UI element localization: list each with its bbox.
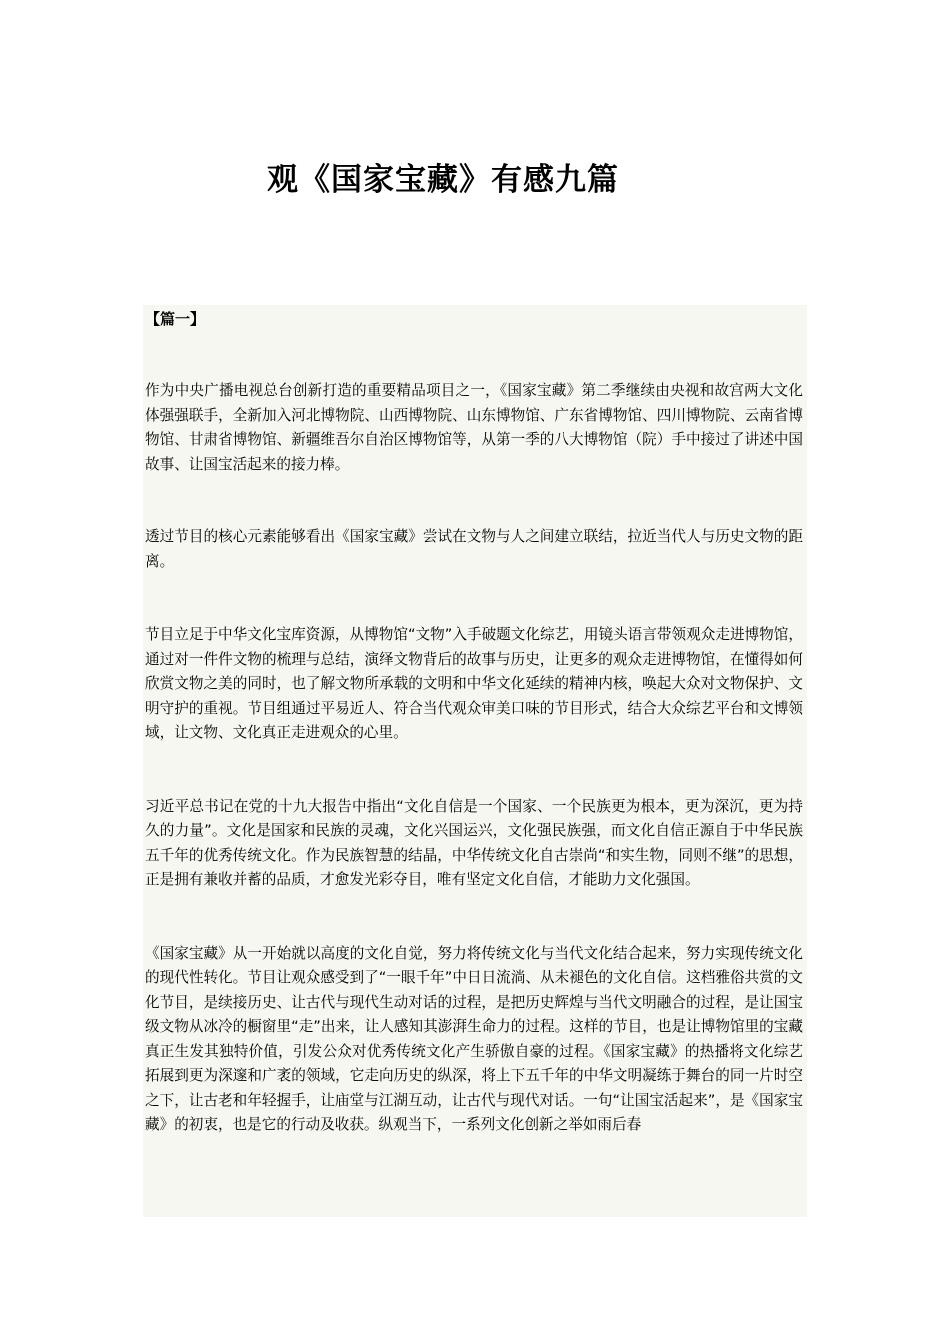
page-title: 观《国家宝藏》有感九篇 [267,162,619,198]
paragraph-4: 习近平总书记在党的十九大报告中指出“文化自信是一个国家、一个民族更为根本，更为深沉，更为持久的力量”。文化是国家和民族的灵魂，文化兴国运兴，文化强民族强，而文化自信正源自于中华民族五千年的优秀传统文化。作为民族智慧的结晶，中华传统文化自古崇尚“和实生物，同则不继”的思想，正是拥有兼收并蓄的品质，才愈发光彩夺目，唯有坚定文化自信，才能助力文化强国。 [145,797,803,888]
paragraph-3: 节目立足于中华文化宝库资源，从博物馆“文物”入手破题文化综艺，用镜头语言带领观众走进博物馆，通过对一件件文物的梳理与总结，演绎文物背后的故事与历史，让更多的观众走进博物馆，在懂得如何欣赏文物之美的同时，也了解文物所承载的文明和中华文化延续的精神内核，唤起大众对文物保护、文明守护的重视。节目组通过平易近人、符合当代观众审美口味的节目形式，结合大众综艺平台和文博领域，让文物、文化真正走进观众的心里。 [145,626,803,741]
paragraph-1: 作为中央广播电视总台创新打造的重要精品项目之一，《国家宝藏》第二季继续由央视和故宫两大文化体强强联手，全新加入河北博物院、山西博物院、山东博物馆、广东省博物馆、四川博物院、云南省博物馆、甘肃省博物馆、新疆维吾尔自治区博物馆等，从第一季的八大博物馆（院）手中接过了讲述中国故事、让国宝活起来的接力棒。 [145,382,803,473]
paragraph-2: 透过节目的核心元素能够看出《国家宝藏》尝试在文物与人之间建立联结，拉近当代人与历史文物的距离。 [145,528,803,570]
paragraph-5: 《国家宝藏》从一开始就以高度的文化自觉，努力将传统文化与当代文化结合起来，努力实现传统文化的现代性转化。节目让观众感受到了“一眼千年”中日日流淌、从未褪色的文化自信。这档雅俗共赏的文化节目，是续接历史、让古代与现代生动对话的过程，是把历史辉煌与当代文明融合的过程，是让国宝级文物从冰冷的橱窗里“走”出来，让人感知其澎湃生命力的过程。这样的节目，也是让博物馆里的宝藏真正生发其独特价值，引发公众对优秀传统文化产生骄傲自豪的过程。《国家宝藏》的热播将文化综艺拓展到更为深邃和广袤的领域，它走向历史的纵深，将上下五千年的中华文明凝练于舞台的同一片时空之下，让古老和年轻握手，让庙堂与江湖互动，让古代与现代对话。一句“让国宝活起来”，是《国家宝藏》的初衷，也是它的行动及收获。纵观当下，一系列文化创新之举如雨后春 [145,944,803,1133]
article-body [143,305,807,1217]
section-heading: 【篇一】 [145,310,206,328]
